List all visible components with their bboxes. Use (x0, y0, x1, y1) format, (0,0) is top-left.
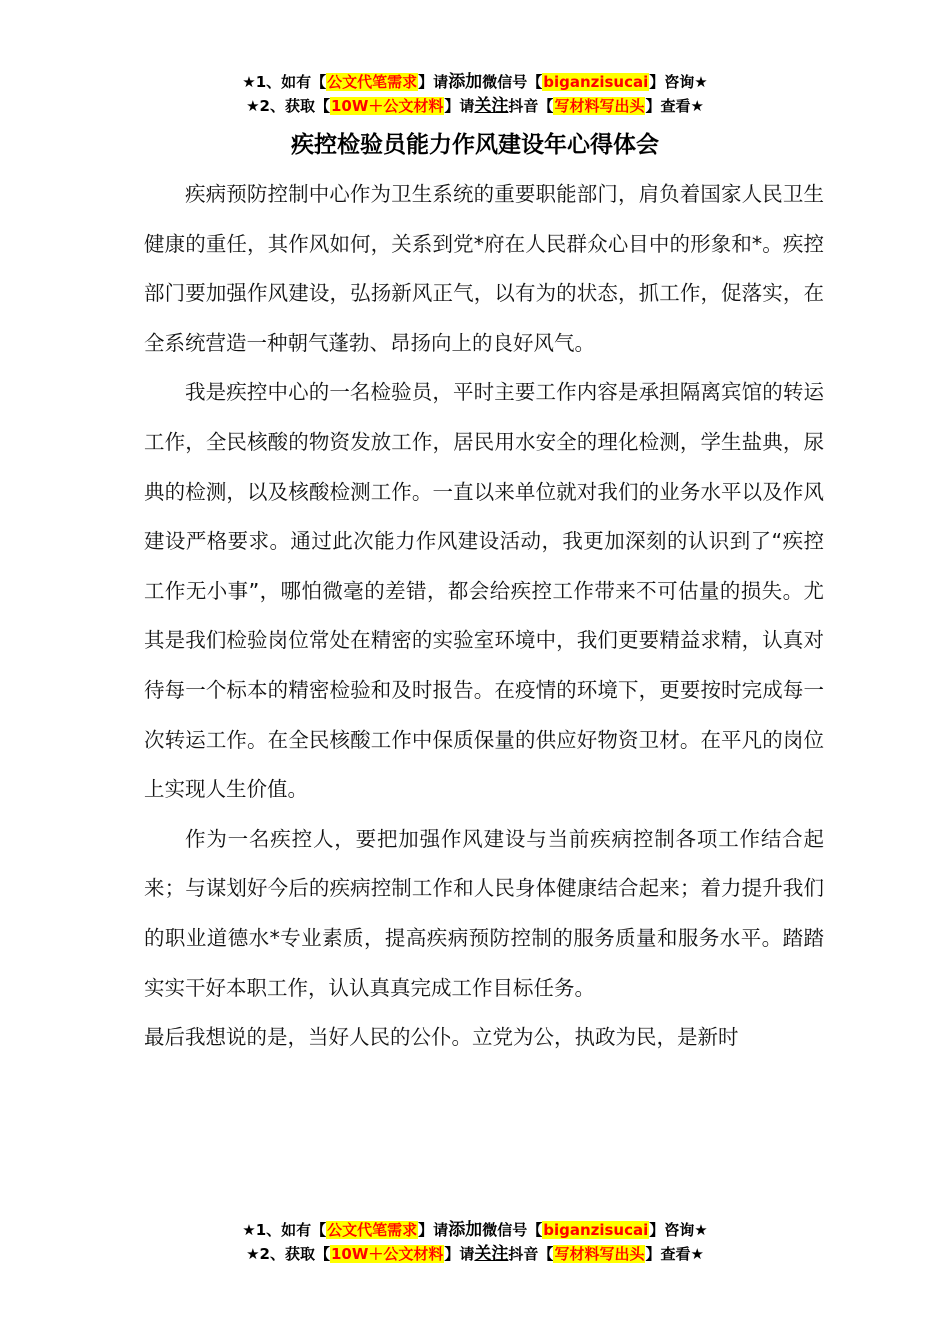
header-banner (0, 70, 950, 118)
star-icon: ★ (242, 1221, 256, 1239)
paragraph-2: 我是疾控中心的一名检验员，平时主要工作内容是承担隔离宾馆的转运工作，全民核酸的物资发放工作，居民用水安全的理化检测，学生盐典，尿典的检测，以及核酸检测工作。一直以来单位就对我们的业务水平以及作风建设严格要求。通过此次能力作风建设活动，我更加深刻的认识到了“疾控工作无小事”，哪怕微毫的差错，都会给疾控工作带来不可估量的损失。尤其是我们检验岗位常处在精密的实验室环境中，我们更要精益求精，认真对待每一个标本的精密检验和及时报告。在疫情的环境下，更要按时完成每一次转运工作。在全民核酸工作中保质保量的供应好物资卫材。在平凡的岗位上实现人生价值。 (144, 380, 824, 802)
document-title: 疾控检验员能力作风建设年心得体会 (291, 132, 659, 158)
paragraph-1: 疾病预防控制中心作为卫生系统的重要职能部门，肩负着国家人民卫生健康的重任，其作风如何，关系到党*府在人民群众心目中的形象和*。疾控部门要加强作风建设，弘扬新风正气，以有为的状态，抓工作，促落实，在全系统营造一种朝气蓬勃、昂扬向上的良好风气。 (144, 182, 824, 355)
highlight-wechat-id: biganzisucai (543, 1221, 649, 1239)
star-icon: ★ (246, 97, 260, 115)
banner-line-1: ★1、如有【公文代笔需求】请添加微信号【biganzisucai】咨询★ (242, 1220, 708, 1240)
footer-banner (0, 1218, 950, 1266)
banner-line-2: ★2、获取【10W＋公文材料】请关注抖音【写材料写出头】查看★ (246, 1244, 704, 1264)
highlight-materials: 10W＋公文材料 (330, 1245, 444, 1263)
banner-line-2: ★2、获取【10W＋公文材料】请关注抖音【写材料写出头】查看★ (246, 96, 704, 116)
highlight-service: 公文代笔需求 (327, 1221, 418, 1239)
highlight-douyin: 写材料写出头 (554, 97, 645, 115)
highlight-douyin: 写材料写出头 (554, 1245, 645, 1263)
paragraph-3: 作为一名疾控人，要把加强作风建设与当前疾病控制各项工作结合起来；与谋划好今后的疾病控制工作和人民身体健康结合起来；着力提升我们的职业道德水*专业素质，提高疾病预防控制的服务质量和服务水平。踏踏实实干好本职工作，认认真真完成工作目标任务。 (144, 826, 824, 1000)
document-body (144, 170, 824, 1063)
highlight-service: 公文代笔需求 (327, 73, 418, 91)
star-icon: ★ (242, 73, 256, 91)
highlight-wechat-id: biganzisucai (543, 73, 649, 91)
paragraph-4: 最后我想说的是，当好人民的公仆。立党为公，执政为民，是新时 (144, 1025, 739, 1050)
star-icon: ★ (246, 1245, 260, 1263)
highlight-materials: 10W＋公文材料 (330, 97, 444, 115)
banner-line-1: ★1、如有【公文代笔需求】请添加微信号【biganzisucai】咨询★ (242, 72, 708, 92)
